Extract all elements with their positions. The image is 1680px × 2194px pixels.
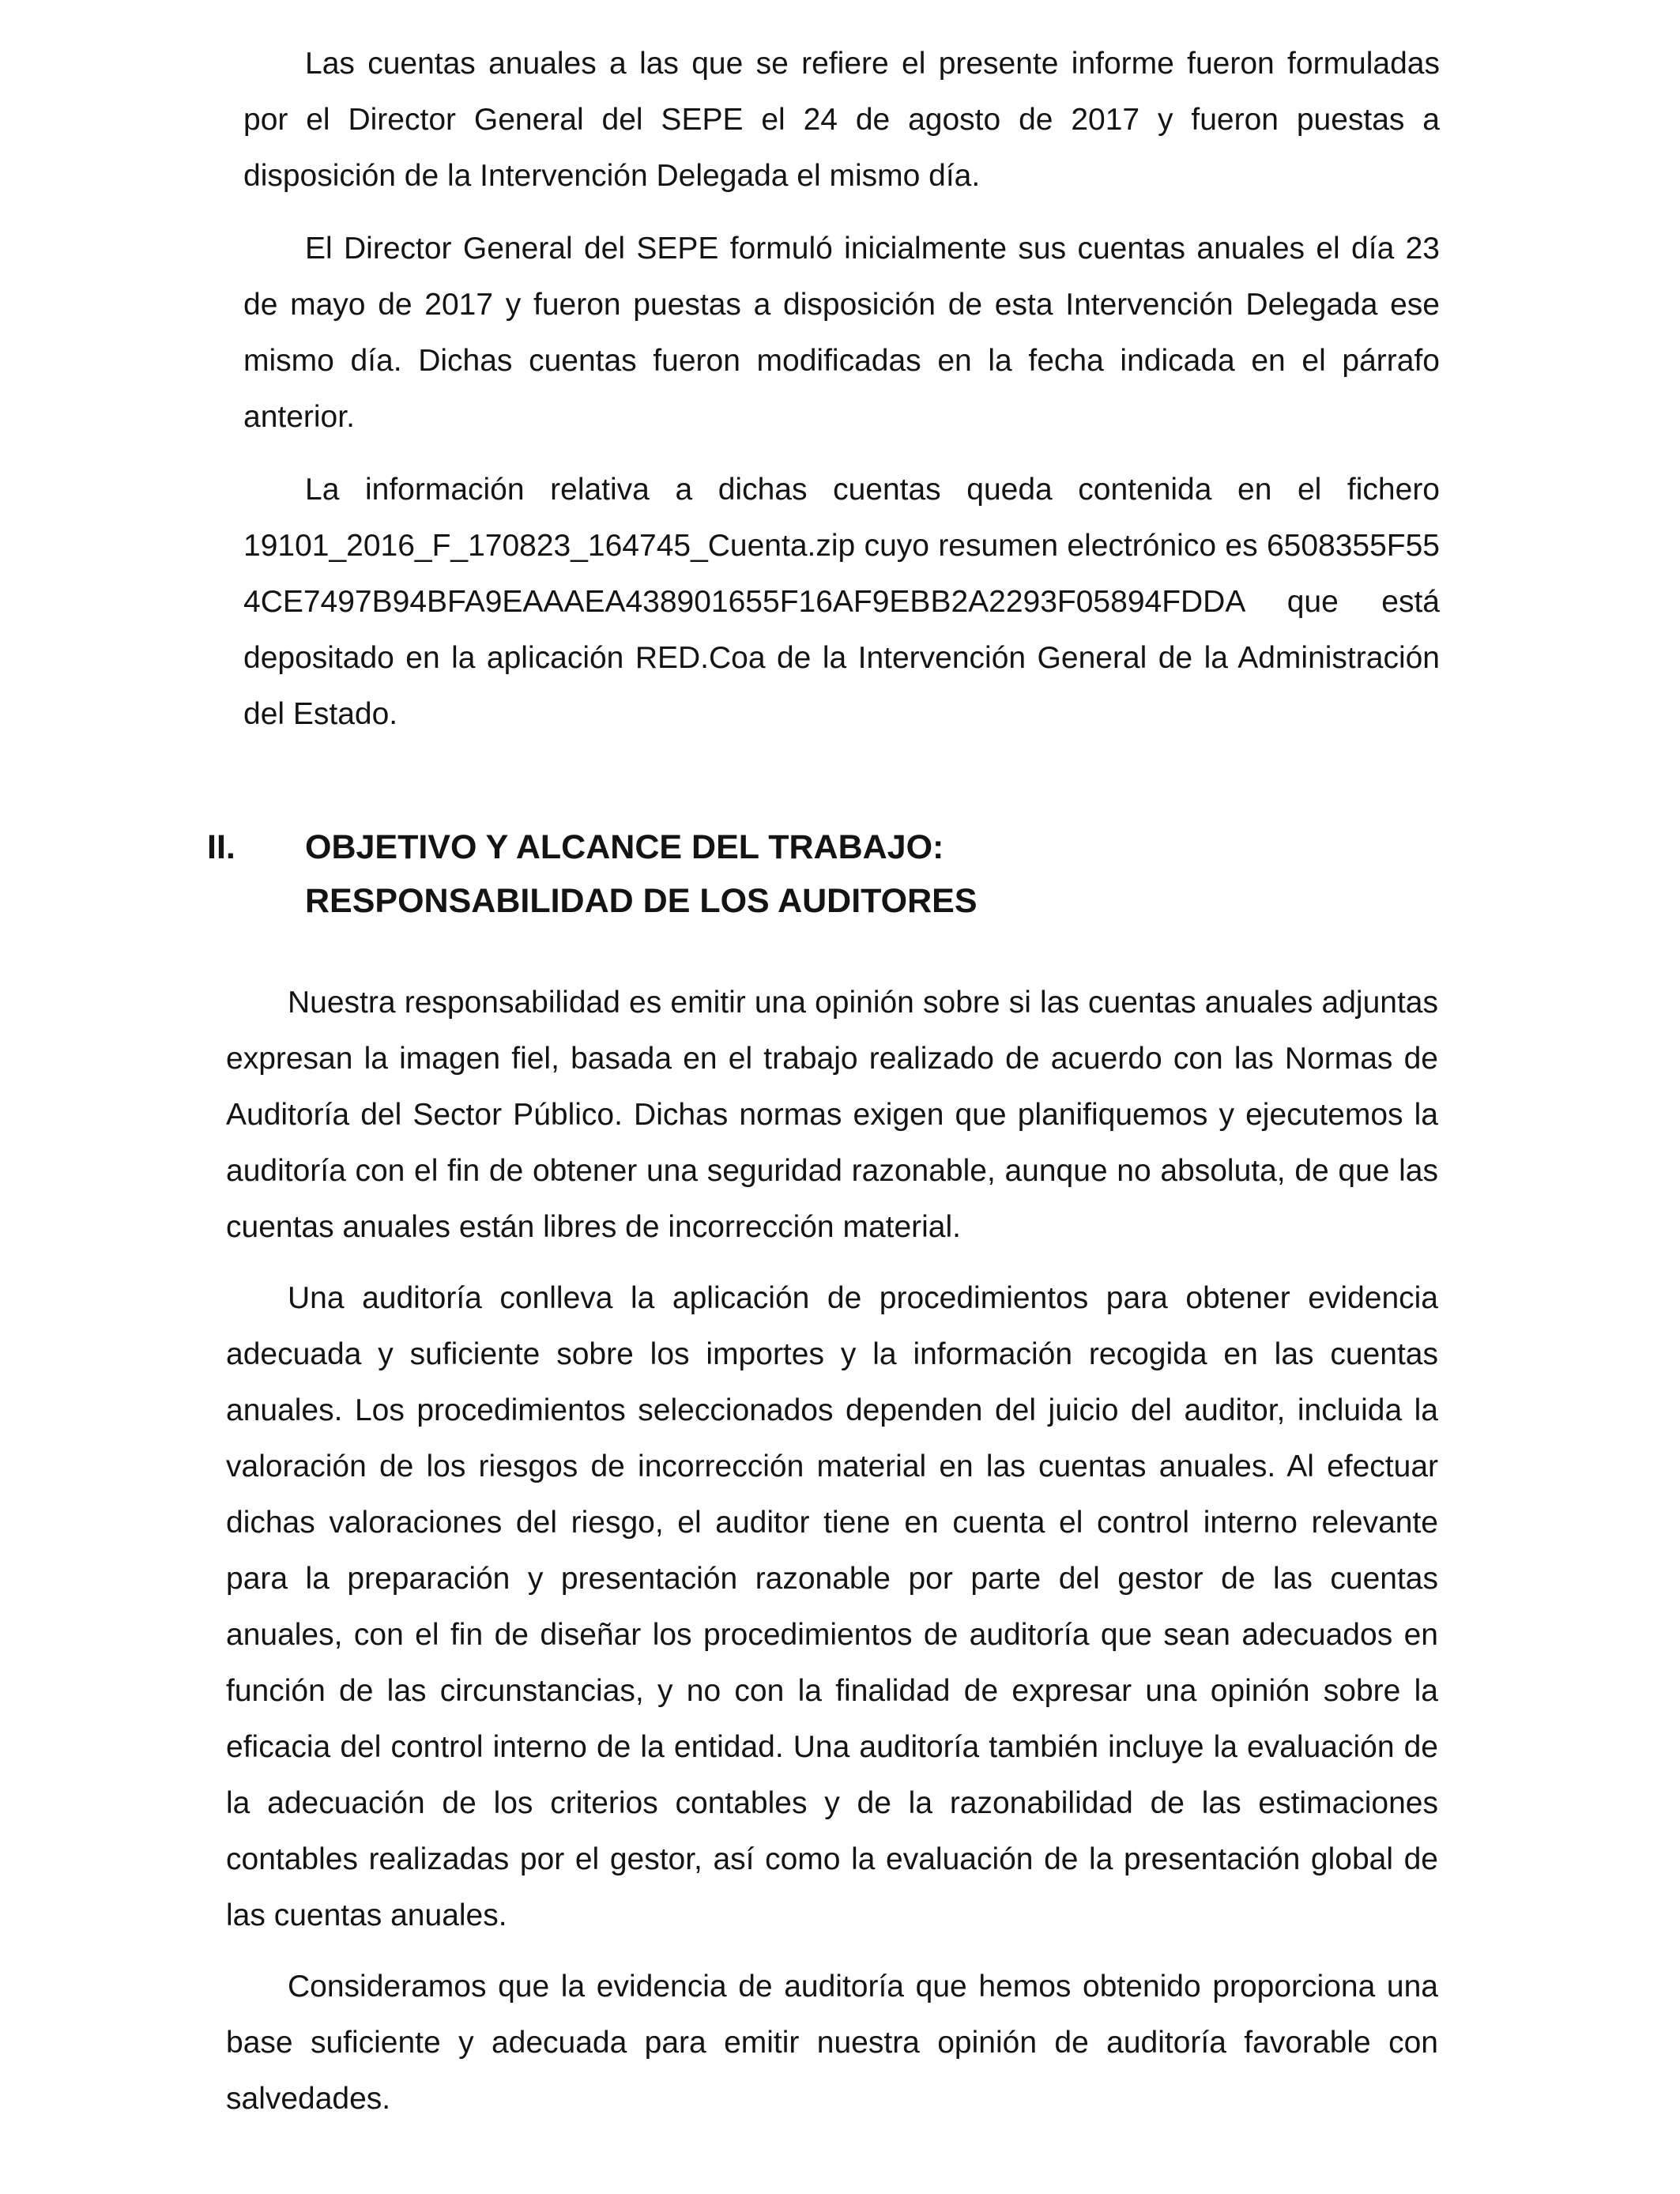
file-info-tail: que está depositado en la aplicación RED.Coa de la Intervención General de la Administración del Estado. <box>243 585 1440 731</box>
paragraph-initial-formulation: El Director General del SEPE formuló inicialmente sus cuentas anuales el día 23 de mayo de 2017 y fueron puestas a disposición de esta Intervención Delegada ese mismo día. Dichas cuentas fueron modificadas en la fecha indicada en el párrafo anterior. <box>243 232 1440 434</box>
paragraph-formulation: Las cuentas anuales a las que se refiere el presente informe fueron formuladas por el Director General del SEPE el 24 de agosto de 2017 y fueron puestas a disposición de la Intervención Delegada el mismo día. <box>243 47 1440 193</box>
responsibility-section <box>226 974 1438 2127</box>
intro-section <box>243 36 1440 742</box>
section-title-line1: OBJETIVO Y ALCANCE DEL TRABAJO: <box>305 828 944 866</box>
file-info-text: La información relativa a dichas cuentas queda contenida en el fichero 19101_2016_F_170823_164745_Cuenta.zip cuyo resumen electrónico es <box>243 473 1440 563</box>
section-title-line2: RESPONSABILIDAD DE LOS AUDITORES <box>305 882 977 920</box>
file-hash: 6508355F554CE7497B94BFA9EAAAEA438901655F16AF9EBB2A2293F05894FDDA <box>243 529 1440 619</box>
section-title <box>305 820 1332 928</box>
paragraph-responsibility: Nuestra responsabilidad es emitir una opinión sobre si las cuentas anuales adjuntas expresan la imagen fiel, basada en el trabajo realizado de acuerdo con las Normas de Auditoría del Sector Público. Dichas normas exigen que planifiquemos y ejecutemos la auditoría con el fin de obtener una seguridad razonable, aunque no absoluta, de que las cuentas anuales están libres de incorrección material. <box>226 986 1438 1244</box>
section-number: II. <box>207 828 235 866</box>
paragraph-audit-procedures: Una auditoría conlleva la aplicación de procedimientos para obtener evidencia adecuada y suficiente sobre los importes y la información recogida en las cuentas anuales. Los procedimientos seleccionados dependen del juicio del auditor, incluida la valoración de los riesgos de incorrección material en las cuentas anuales. Al efectuar dichas valoraciones del riesgo, el auditor tiene en cuenta el control interno relevante para la preparación y presentación razonable por parte del gestor de las cuentas anuales, con el fin de diseñar los procedimientos de auditoría que sean adecuados en función de las circunstancias, y no con la finalidad de expresar una opinión sobre la eficacia del control interno de la entidad. Una auditoría también incluye la evaluación de la adecuación de los criterios contables y de la razonabilidad de las estimaciones contables realizadas por el gestor, así como la evaluación de la presentación global de las cuentas anuales. <box>226 1281 1438 1932</box>
paragraph-conclusion: Consideramos que la evidencia de auditoría que hemos obtenido proporciona una base suficiente y adecuada para emitir nuestra opinión de auditoría favorable con salvedades. <box>226 1970 1438 2116</box>
paragraph-file-info <box>243 462 1440 742</box>
